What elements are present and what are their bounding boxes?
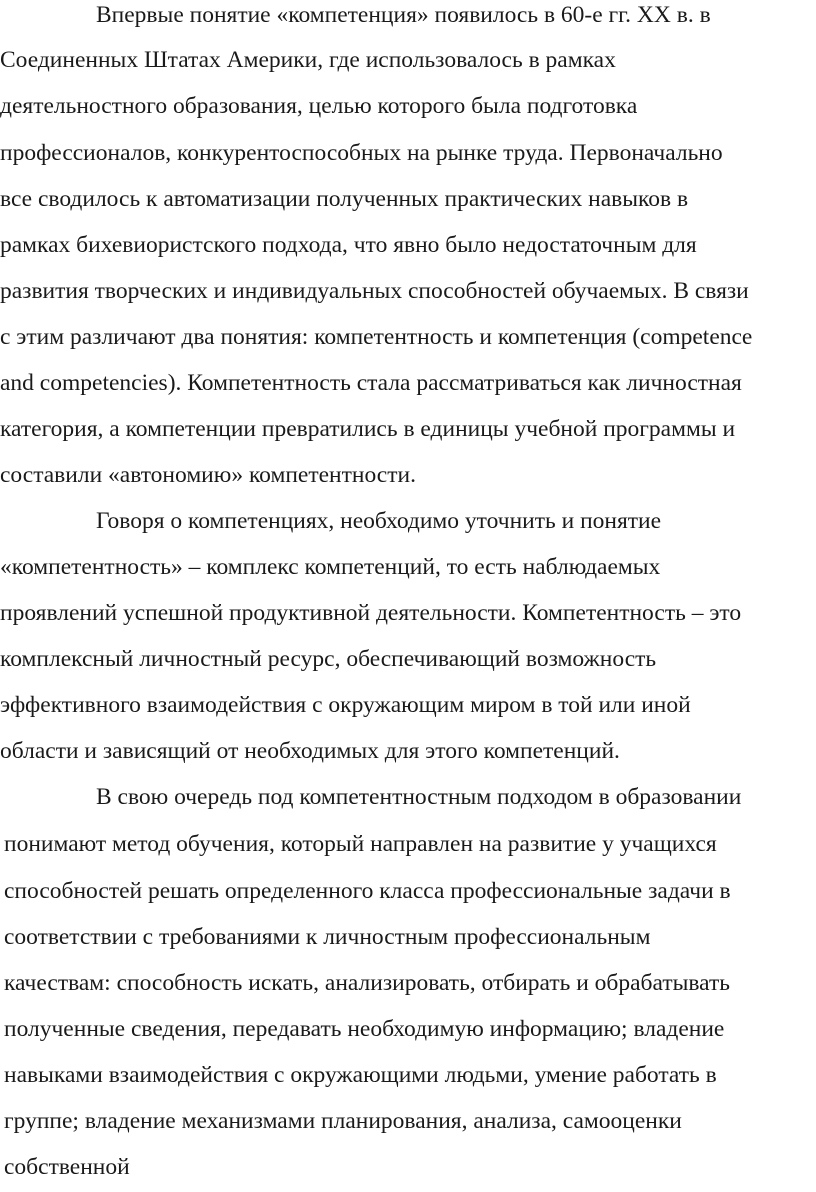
paragraph-1-line-11: составили «автономию» компетентности. xyxy=(0,462,416,488)
paragraph-2-line-5: эффективного взаимодействия с окружающим миром в той или иной xyxy=(0,692,691,718)
paragraph-3-line-8: группе; владение механизмами планирования, анализа, самооценки xyxy=(4,1108,682,1134)
paragraph-3-line-6: полученные сведения, передавать необходимую информацию; владение xyxy=(4,1016,725,1042)
paragraph-3-line-2: понимают метод обучения, который направлен на развитие у учащихся xyxy=(4,831,717,857)
paragraph-1-line-4: профессионалов, конкурентоспособных на рынке труда. Первоначально xyxy=(0,140,723,166)
paragraph-1-line-3: деятельностного образования, целью которого была подготовка xyxy=(0,93,638,119)
paragraph-1-line-6: рамках бихевиористского подхода, что явно было недостаточным для xyxy=(0,232,697,258)
paragraph-1-line-10: категория, а компетенции превратились в единицы учебной программы и xyxy=(0,416,736,442)
paragraph-2-line-1: Говоря о компетенциях, необходимо уточнить и понятие xyxy=(96,508,662,534)
paragraph-2-line-6: области и зависящий от необходимых для этого компетенций. xyxy=(0,738,620,764)
paragraph-3-line-1: В свою очередь под компетентностным подходом в образовании xyxy=(96,784,742,810)
paragraph-1-line-2: Соединенных Штатах Америки, где использовалось в рамках xyxy=(0,47,616,73)
paragraph-2-line-2: «компетентность» – комплекс компетенций, то есть наблюдаемых xyxy=(0,554,661,580)
paragraph-3-line-4: соответствии с требованиями к личностным профессиональным xyxy=(4,924,651,950)
paragraph-3-line-7: навыками взаимодействия с окружающими людьми, умение работать в xyxy=(4,1062,717,1088)
paragraph-1-line-8: с этим различают два понятия: компетентность и компетенция (competence xyxy=(0,324,753,350)
paragraph-1-line-1: Впервые понятие «компетенция» появилось в 60-е гг. XX в. в xyxy=(96,2,711,28)
paragraph-1-line-7: развития творческих и индивидуальных способностей обучаемых. В связи xyxy=(0,278,749,304)
paragraph-2-line-4: комплексный личностный ресурс, обеспечивающий возможность xyxy=(0,646,657,672)
paragraph-3-line-5: качествам: способность искать, анализировать, отбирать и обрабатывать xyxy=(4,970,730,996)
paragraph-1-line-9: and competencies). Компетентность стала рассматриваться как личностная xyxy=(0,370,742,396)
paragraph-1-line-5: все сводилось к автоматизации полученных практических навыков в xyxy=(0,186,689,212)
paragraph-2-line-3: проявлений успешной продуктивной деятельности. Компетентность – это xyxy=(0,600,742,626)
paragraph-3-line-9: собственной xyxy=(4,1154,130,1180)
paragraph-3-line-3: способностей решать определенного класса профессиональные задачи в xyxy=(4,878,731,904)
